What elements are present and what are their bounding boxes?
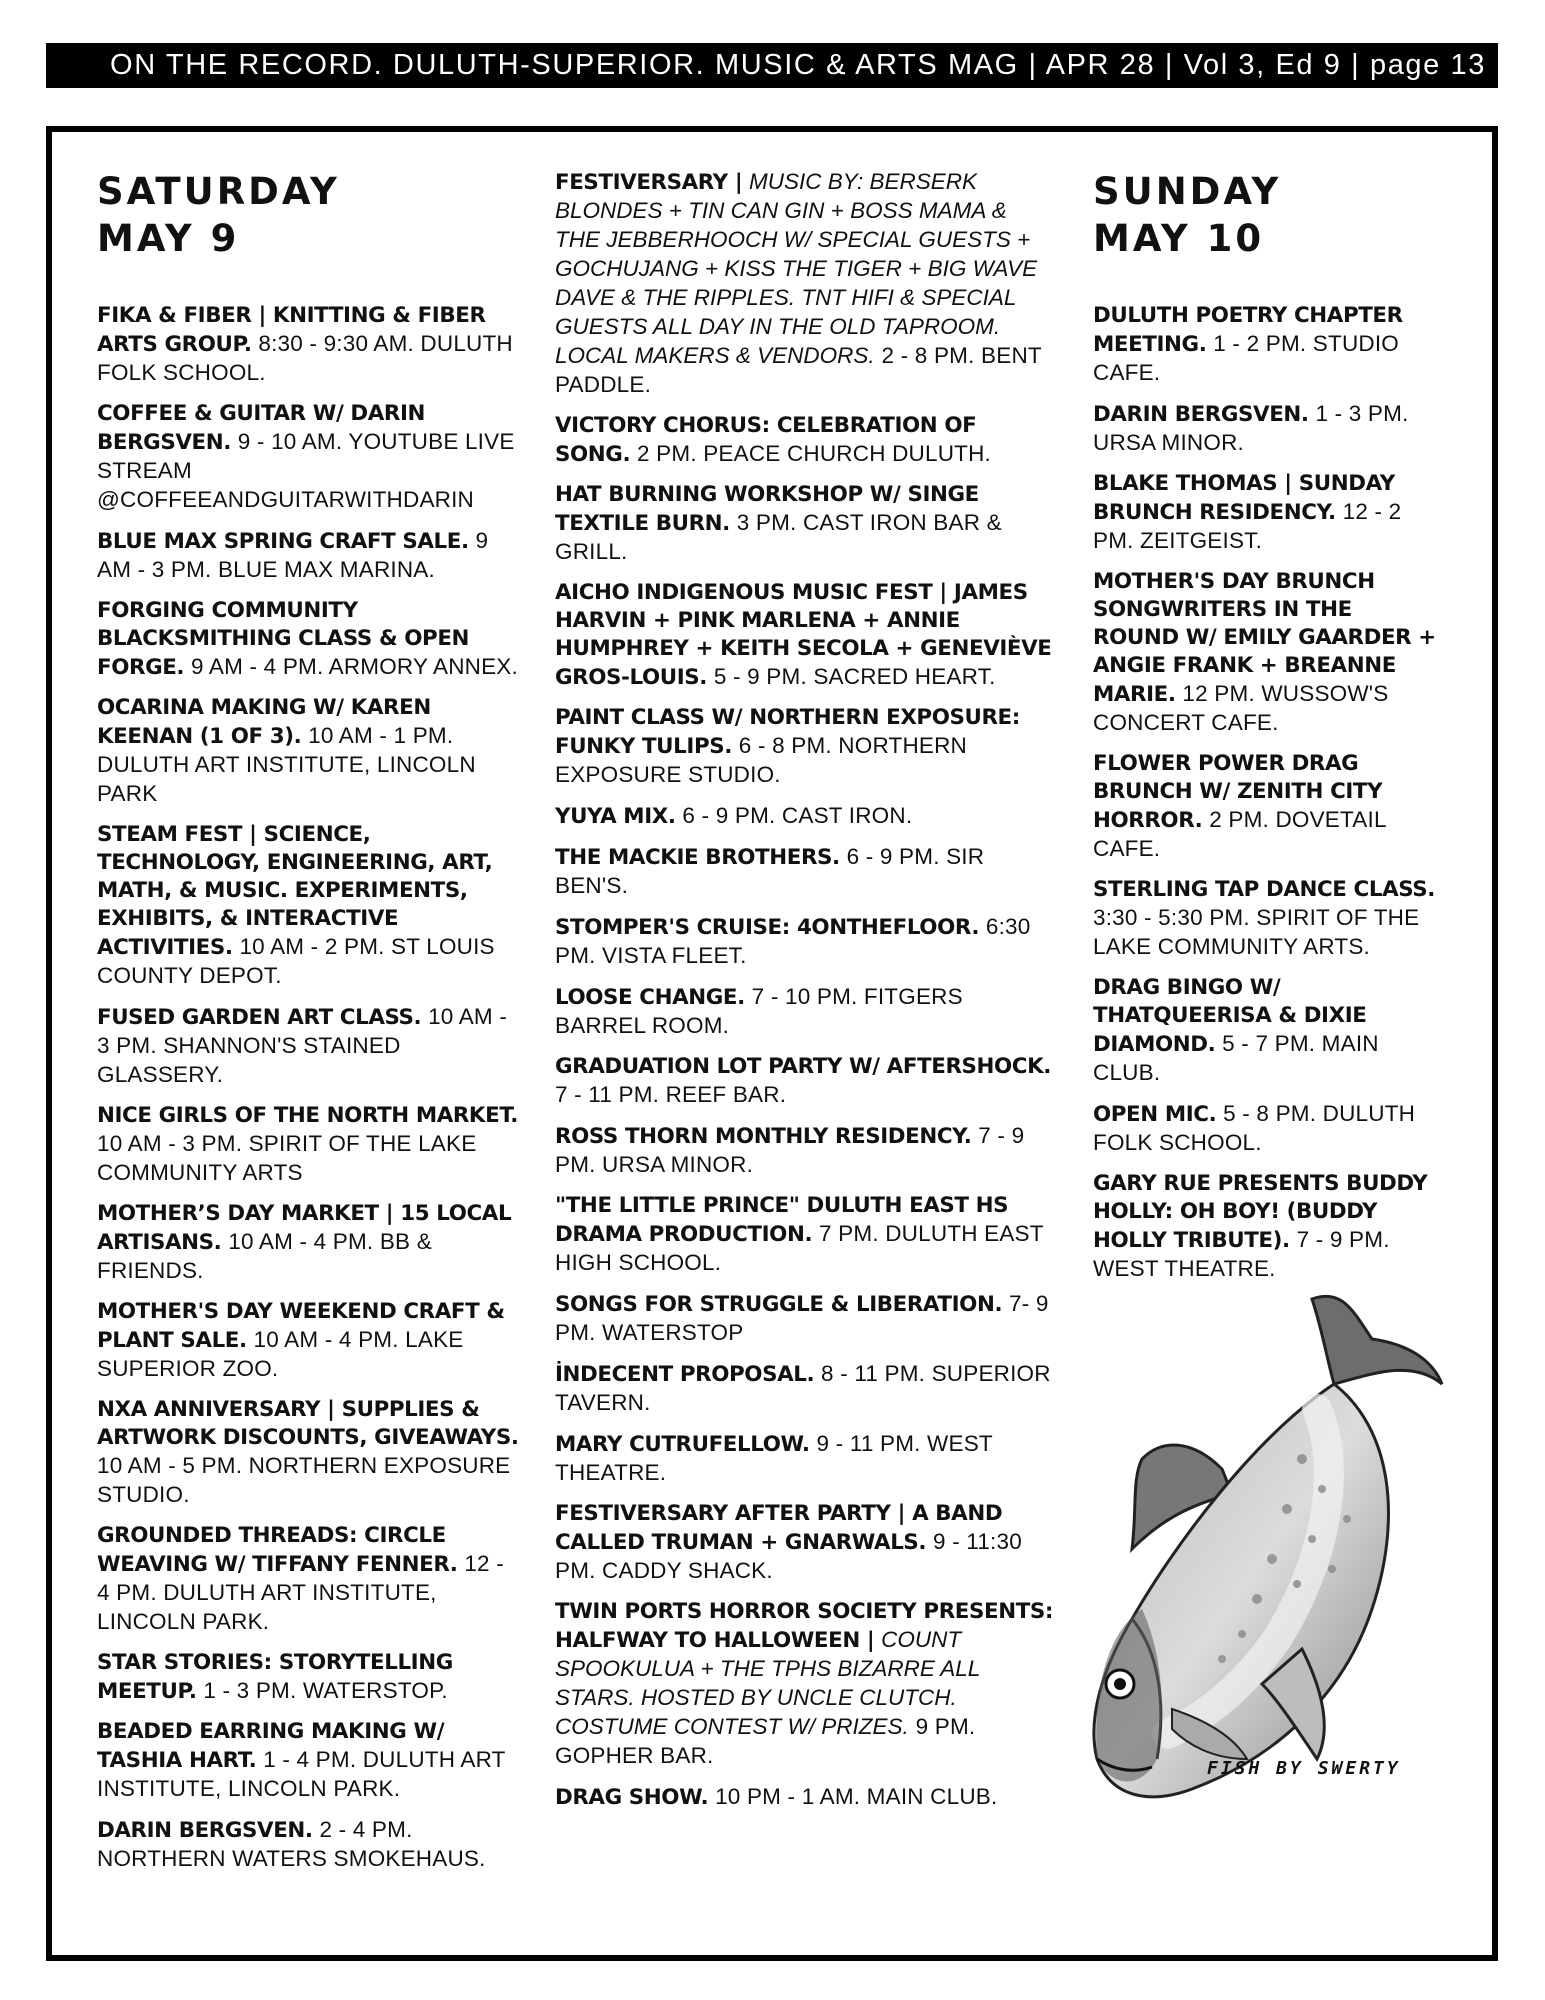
event-details: 10 AM - 4 PM. LAKE SUPERIOR ZOO. — [97, 1327, 464, 1381]
event-item — [555, 1290, 1055, 1348]
event-item — [97, 1200, 522, 1286]
event-details: 10 AM - 2 PM. ST LOUIS COUNTY DEPOT. — [97, 934, 495, 988]
event-details: 7 PM. DULUTH EAST HIGH SCHOOL. — [555, 1221, 1044, 1275]
event-details: 10 AM - 3 PM. SPIRIT OF THE LAKE COMMUNITY ARTS — [97, 1131, 477, 1185]
event-details: 6 - 8 PM. NORTHERN EXPOSURE STUDIO. — [555, 733, 967, 787]
event-details: 7 - 9 PM. URSA MINOR. — [555, 1123, 1025, 1177]
saturday-continued-event-list — [555, 168, 1055, 1812]
event-details: 1 - 3 PM. URSA MINOR. — [1093, 401, 1409, 455]
event-details: 12 - 2 PM. ZEITGEIST. — [1093, 499, 1402, 553]
event-item — [555, 1598, 1055, 1771]
event-item — [1093, 400, 1438, 458]
event-details: 12 - 4 PM. DULUTH ART INSTITUTE, LINCOLN PARK. — [97, 1551, 504, 1634]
sunday-column — [1093, 168, 1438, 1296]
event-title: LOOSE CHANGE. — [555, 985, 745, 1010]
event-title: FESTIVERSARY AFTER PARTY | A BAND CALLED TRUMAN + GNARWALS. — [555, 1501, 1003, 1555]
event-item — [1093, 302, 1438, 388]
sunday-event-list — [1093, 302, 1438, 1284]
event-title: YUYA MIX. — [555, 804, 676, 829]
event-details: 7- 9 PM. WATERSTOP — [555, 1291, 1049, 1345]
event-lineup: COUNT SPOOKULUA + THE TPHS BIZARRE ALL STARS. HOSTED BY UNCLE CLUTCH. COSTUME CONTEST W/ PRIZES. — [555, 1627, 980, 1739]
event-details: 10 PM - 1 AM. MAIN CLUB. — [715, 1784, 998, 1809]
event-item — [555, 1122, 1055, 1180]
event-title: FORGING COMMUNITY BLACKSMITHING CLASS & OPEN FORGE. — [97, 598, 470, 680]
event-item — [555, 412, 1055, 469]
event-item — [555, 704, 1055, 790]
event-details: 1 - 2 PM. STUDIO CAFE. — [1093, 331, 1399, 385]
event-title: PAINT CLASS W/ NORTHERN EXPOSURE: FUNKY TULIPS. — [555, 705, 1020, 759]
event-item — [97, 1816, 522, 1874]
event-title: DRAG SHOW. — [555, 1785, 709, 1810]
event-title: AICHO INDIGENOUS MUSIC FEST | JAMES HARVIN + PINK MARLENA + ANNIE HUMPHREY + KEITH SECOLA + GENEVIÈVE GROS-LOUIS. — [555, 580, 1052, 690]
event-title: FIKA & FIBER | KNITTING & FIBER ARTS GROUP. — [97, 303, 486, 357]
sunday-date: MAY 10 — [1093, 217, 1265, 260]
event-title: BEADED EARRING MAKING W/ TASHIA HART. — [97, 1719, 445, 1773]
event-item — [555, 579, 1055, 692]
event-title: İNDECENT PROPOSAL. — [555, 1362, 815, 1387]
event-details: 8:30 - 9:30 AM. DULUTH FOLK SCHOOL. — [97, 331, 513, 385]
event-details: 9 - 11:30 PM. CADDY SHACK. — [555, 1529, 1022, 1583]
event-details: 7 - 10 PM. FITGERS BARREL ROOM. — [555, 984, 963, 1038]
event-item — [555, 802, 1055, 831]
event-title: STOMPER'S CRUISE: 4ONTHEFLOOR. — [555, 915, 980, 940]
event-item — [1093, 568, 1438, 738]
event-title: NXA ANNIVERSARY | SUPPLIES & ARTWORK DISCOUNTS, GIVEAWAYS. — [97, 1397, 519, 1450]
event-details: 6 - 9 PM. CAST IRON. — [682, 803, 913, 828]
event-item — [97, 821, 522, 991]
event-details: 10 AM - 3 PM. SHANNON'S STAINED GLASSERY. — [97, 1004, 508, 1087]
event-title: FLOWER POWER DRAG BRUNCH W/ ZENITH CITY HORROR. — [1093, 751, 1383, 833]
event-title: STERLING TAP DANCE CLASS. — [1093, 877, 1436, 902]
event-lineup: MUSIC BY: BERSERK BLONDES + TIN CAN GIN + BOSS MAMA & THE JEBBERHOOCH W/ SPECIAL GUESTS + GOCHUJANG + KISS THE TIGER + BIG WAVE DAVE & THE RIPPLES. TNT HIFI & SPECIAL GUESTS ALL DAY IN THE OLD TAPROOM. LOCAL MAKERS & VENDORS. — [555, 169, 1038, 368]
event-details: 9 PM. GOPHER BAR. — [555, 1714, 976, 1768]
event-item — [1093, 876, 1438, 962]
saturday-heading — [97, 168, 522, 262]
event-details: 2 - 4 PM. NORTHERN WATERS SMOKEHAUS. — [97, 1817, 486, 1871]
event-details: 2 - 8 PM. BENT PADDLE. — [555, 343, 1042, 397]
event-title: DRAG BINGO W/ THATQUEERISA & DIXIE DIAMOND. — [1093, 975, 1367, 1057]
event-item — [555, 983, 1055, 1041]
event-title: BLUE MAX SPRING CRAFT SALE. — [97, 529, 469, 554]
event-item — [1093, 1100, 1438, 1158]
event-title: MOTHER'S DAY WEEKEND CRAFT & PLANT SALE. — [97, 1299, 505, 1353]
event-title: BLAKE THOMAS | SUNDAY BRUNCH RESIDENCY. — [1093, 471, 1395, 525]
event-details: 3:30 - 5:30 PM. SPIRIT OF THE LAKE COMMUNITY ARTS. — [1093, 905, 1420, 959]
event-title: MOTHER'S DAY BRUNCH SONGWRITERS IN THE ROUND W/ EMILY GAARDER + ANGIE FRANK + BREANNE MARIE. — [1093, 569, 1436, 707]
event-details: 9 - 11 PM. WEST THEATRE. — [555, 1431, 993, 1485]
event-item — [1093, 470, 1438, 556]
event-details: 1 - 3 PM. WATERSTOP. — [203, 1678, 448, 1703]
event-item — [97, 1522, 522, 1637]
event-item — [555, 1053, 1055, 1110]
event-details: 2 PM. PEACE CHURCH DULUTH. — [637, 441, 991, 466]
event-item — [555, 843, 1055, 901]
event-details: 5 - 7 PM. MAIN CLUB. — [1093, 1031, 1379, 1085]
event-item — [1093, 974, 1438, 1088]
event-title: OPEN MIC. — [1093, 1102, 1217, 1127]
event-details: 2 PM. DOVETAIL CAFE. — [1093, 807, 1386, 861]
event-item — [97, 1718, 522, 1804]
event-details: 5 - 9 PM. SACRED HEART. — [713, 664, 996, 689]
event-item — [555, 1430, 1055, 1488]
event-details: 8 - 11 PM. SUPERIOR TAVERN. — [555, 1361, 1051, 1415]
event-details: 6 - 9 PM. SIR BEN'S. — [555, 844, 985, 898]
event-details: 10 AM - 1 PM. DULUTH ART INSTITUTE, LINCOLN PARK — [97, 723, 476, 806]
event-title: DULUTH POETRY CHAPTER MEETING. — [1093, 303, 1403, 357]
event-item — [1093, 1170, 1438, 1284]
event-details: 3 PM. CAST IRON BAR & GRILL. — [555, 510, 1002, 564]
event-item — [97, 1396, 522, 1510]
event-item — [555, 168, 1055, 400]
event-item — [1093, 750, 1438, 864]
event-item — [555, 1783, 1055, 1812]
event-title: THE MACKIE BROTHERS. — [555, 845, 840, 870]
event-details: 7 - 9 PM. WEST THEATRE. — [1093, 1227, 1390, 1281]
event-title: SONGS FOR STRUGGLE & LIBERATION. — [555, 1292, 1003, 1317]
event-details: 9 AM - 4 PM. ARMORY ANNEX. — [190, 654, 518, 679]
event-item — [97, 597, 522, 682]
event-item — [555, 481, 1055, 567]
page-header-bar — [46, 43, 1498, 88]
event-title: "THE LITTLE PRINCE" DULUTH EAST HS DRAMA PRODUCTION. — [555, 1193, 1009, 1247]
event-item — [97, 1003, 522, 1090]
event-item — [555, 1192, 1055, 1278]
event-title: VICTORY CHORUS: CELEBRATION OF SONG. — [555, 413, 977, 467]
event-title: COFFEE & GUITAR W/ DARIN BERGSVEN. — [97, 401, 426, 455]
event-details: 10 AM - 4 PM. BB & FRIENDS. — [97, 1229, 432, 1283]
event-title: MOTHER’S DAY MARKET | 15 LOCAL ARTISANS. — [97, 1201, 512, 1255]
saturday-event-list — [97, 302, 522, 1874]
event-details: 10 AM - 5 PM. NORTHERN EXPOSURE STUDIO. — [97, 1453, 511, 1507]
event-title: ROSS THORN MONTHLY RESIDENCY. — [555, 1124, 972, 1149]
event-title: GROUNDED THREADS: CIRCLE WEAVING W/ TIFFANY FENNER. — [97, 1523, 458, 1577]
illustration-credit: FISH BY SWERTY — [1207, 1758, 1401, 1779]
event-title: MARY CUTRUFELLOW. — [555, 1432, 810, 1457]
event-item — [97, 302, 522, 388]
event-title: OCARINA MAKING W/ KAREN KEENAN (1 OF 3). — [97, 695, 431, 749]
saturday-continued-column — [555, 168, 1055, 1824]
event-title: GARY RUE PRESENTS BUDDY HOLLY: OH BOY! (BUDDY HOLLY TRIBUTE). — [1093, 1171, 1428, 1253]
calendar-frame — [46, 126, 1498, 1961]
saturday-date: MAY 9 — [97, 217, 240, 260]
event-details: 7 - 11 PM. REEF BAR. — [555, 1082, 787, 1107]
event-item — [555, 913, 1055, 971]
event-details: 6:30 PM. VISTA FLEET. — [555, 914, 1031, 968]
event-item — [97, 694, 522, 809]
event-title: NICE GIRLS OF THE NORTH MARKET. — [97, 1103, 518, 1128]
event-item — [555, 1360, 1055, 1418]
event-details: 1 - 4 PM. DULUTH ART INSTITUTE, LINCOLN PARK. — [97, 1747, 506, 1801]
event-title: STEAM FEST | SCIENCE, TECHNOLOGY, ENGINEERING, ART, MATH, & MUSIC. EXPERIMENTS, EXHIBITS, & INTERACTIVE ACTIVITIES. — [97, 822, 493, 960]
event-title: GRADUATION LOT PARTY W/ AFTERSHOCK. — [555, 1054, 1052, 1079]
event-title: TWIN PORTS HORROR SOCIETY PRESENTS: HALFWAY TO HALLOWEEN | — [555, 1599, 1054, 1653]
sunday-day: SUNDAY — [1093, 170, 1282, 213]
event-item — [555, 1500, 1055, 1586]
event-title: FESTIVERSARY | — [555, 170, 743, 195]
sunday-heading — [1093, 168, 1438, 262]
event-title: DARIN BERGSVEN. — [97, 1818, 313, 1843]
event-details: 9 - 10 AM. YOUTUBE LIVE STREAM @COFFEEANDGUITARWITHDARIN — [97, 429, 515, 512]
event-item — [97, 1649, 522, 1706]
event-title: HAT BURNING WORKSHOP W/ SINGE TEXTILE BURN. — [555, 482, 979, 536]
event-details: 12 PM. WUSSOW'S CONCERT CAFE. — [1093, 681, 1389, 735]
event-item — [97, 400, 522, 515]
event-item — [97, 1102, 522, 1188]
saturday-column — [97, 168, 522, 1886]
event-title: DARIN BERGSVEN. — [1093, 402, 1309, 427]
event-details: 5 - 8 PM. DULUTH FOLK SCHOOL. — [1093, 1101, 1416, 1155]
page-header-text: ON THE RECORD. DULUTH-SUPERIOR. MUSIC & ARTS MAG | APR 28 | Vol 3, Ed 9 | page 13 — [110, 49, 1486, 81]
event-item — [97, 1298, 522, 1384]
event-title: FUSED GARDEN ART CLASS. — [97, 1005, 422, 1030]
event-item — [97, 527, 522, 585]
event-details: 9 AM - 3 PM. BLUE MAX MARINA. — [97, 528, 489, 582]
event-title: STAR STORIES: STORYTELLING MEETUP. — [97, 1650, 453, 1704]
saturday-day: SATURDAY — [97, 170, 340, 213]
